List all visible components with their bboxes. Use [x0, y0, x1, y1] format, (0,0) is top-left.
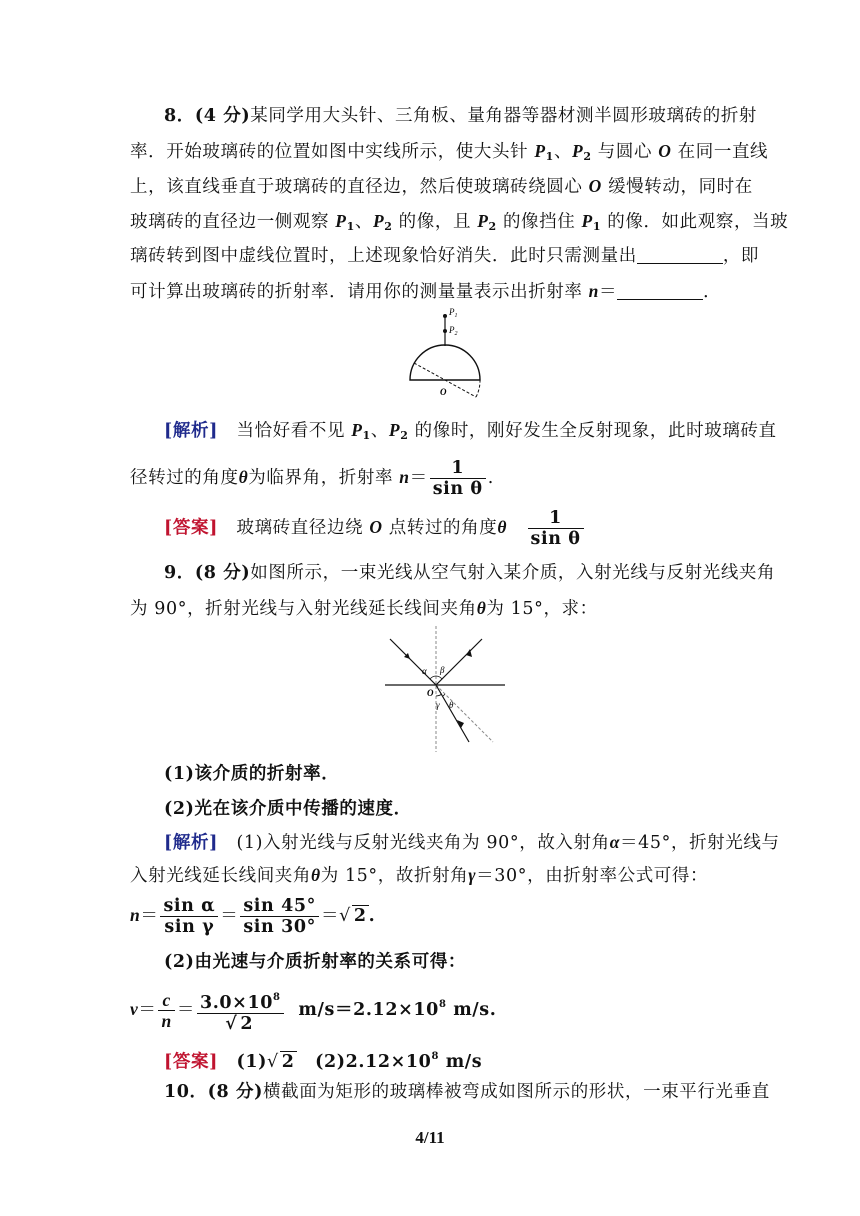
sep: 、	[354, 212, 373, 232]
fraction-sin-alpha-over-sin-gamma: $\frac{\text{sin α}}{\text{sin γ}}$	[160, 896, 218, 937]
analysis-tag: [解析]	[164, 421, 218, 441]
var-v: v	[130, 999, 139, 1019]
var-theta: θ	[476, 598, 487, 618]
fig-label-p2: $P_2$	[449, 325, 458, 337]
var-p2: P	[572, 141, 584, 161]
a8-text-1b: 的像时，刚好发生全反射现象，此时玻璃砖直	[408, 421, 777, 441]
period: .	[487, 468, 494, 488]
q8-text-3b: 缓慢转动，同时在	[601, 177, 753, 197]
q8-text-2a: 率．开始玻璃砖的位置如图中实线所示，使大头针	[130, 142, 535, 162]
var-p1: P	[581, 211, 593, 231]
var-theta: θ	[497, 517, 508, 537]
q8-text-4d: 的像．如此观察，当玻	[601, 212, 789, 232]
q8-text-6b: ＝	[599, 282, 618, 302]
q8-text-2b: 与圆心	[591, 142, 659, 162]
sub: 2	[384, 220, 393, 233]
reflected-ray	[436, 639, 482, 685]
analysis-tag: [解析]	[164, 833, 218, 853]
var-p2: P	[372, 211, 385, 231]
sub: 1	[592, 220, 602, 233]
q8-line-4	[130, 209, 789, 239]
var-o: O	[369, 517, 383, 537]
pin-p1-dot	[443, 314, 447, 318]
a8-line-2	[130, 455, 735, 500]
sub: 2	[583, 150, 592, 163]
q8-number: 8．	[164, 106, 195, 126]
a9-text-p2: (2)由光速与介质折射率的关系可得：	[164, 952, 467, 972]
a9-equation-2	[130, 980, 735, 1035]
theta-arc	[443, 694, 445, 696]
var-p1: P	[351, 420, 363, 440]
semicircle-figure	[400, 304, 500, 404]
q9-text-1: 如图所示，一束光线从空气射入某介质，入射光线与反射光线夹角	[250, 563, 776, 583]
a9-text-1b: ＝45°，折射光线与	[620, 833, 780, 853]
var-theta: θ	[311, 865, 321, 885]
a9-text-1: (1)入射光线与反射光线夹角为 90°，故入射角	[236, 833, 610, 853]
pin-p2-dot	[443, 329, 447, 333]
q9-number: 9．	[164, 563, 195, 583]
fraction-1-over-sin-theta: $\frac{1}{\text{sin θ}}$	[430, 458, 486, 499]
var-p2: P	[477, 211, 489, 231]
var-p2: P	[388, 420, 401, 440]
sub: 1	[362, 429, 371, 442]
q9-line-2	[130, 596, 735, 621]
fig-label-o: O	[427, 688, 434, 698]
sub: 2	[400, 429, 409, 442]
refraction-figure	[385, 624, 505, 754]
semicircle-solid	[410, 345, 480, 380]
a9-answer-line: [答案] (1)√ 2 $(2)2.12\times 10^8$ m/s	[164, 1051, 483, 1072]
q10-score: (8 分)	[207, 1082, 263, 1102]
sep: 、	[370, 421, 389, 441]
answer-blank-1[interactable]	[637, 245, 723, 264]
var-o: O	[588, 176, 602, 196]
alpha-arc	[430, 676, 436, 679]
q9-line-1	[164, 561, 776, 585]
incident-ray	[390, 639, 436, 685]
q8-text-5b: ，即	[722, 246, 760, 266]
a9-text-2b: 为 15°，故折射角	[320, 866, 469, 886]
a9-equation-1: n＝ $\frac{\text{sin α}}{\text{sin γ}}$ ＝ $\frac{\sin 45^\circ}{\sin 30^\circ}$ ＝√ 2 .	[130, 896, 376, 937]
q8-text-6c: ．	[703, 282, 722, 302]
fig-label-theta: θ	[449, 700, 454, 710]
fig-label-gamma: γ	[436, 700, 440, 710]
q9-text-2b: 为 15°，求：	[486, 599, 598, 619]
var-p1: P	[335, 211, 347, 231]
answer-part-1: (1)	[236, 1052, 268, 1072]
a8-ans-b: 点转过的角度	[382, 518, 498, 538]
q8-line-5	[130, 244, 760, 268]
fig-label-p1: $P_1$	[449, 307, 458, 319]
answer-blank-2[interactable]	[617, 281, 703, 300]
fig-label-beta: β	[440, 665, 445, 675]
beta-arc	[436, 676, 442, 679]
q8-text-5a: 璃砖转到图中虚线位置时，上述现象恰好消失．此时只需测量出	[130, 246, 637, 266]
q8-text-4a: 玻璃砖的直径边一侧观察	[130, 212, 336, 232]
var-gamma: γ	[468, 865, 477, 885]
q9-p1-text: (1)该介质的折射率．	[164, 764, 340, 784]
q8-text-1: 某同学用大头针、三角板、量角器等器材测半圆形玻璃砖的折射	[250, 106, 758, 126]
var-n: n	[399, 467, 410, 487]
eq: ＝	[138, 1000, 157, 1020]
a8-text-2b: 为临界角，折射率	[248, 468, 400, 488]
answer-part-2: $(2)2.12\times 10^8$ m/s	[315, 1051, 483, 1072]
fig-label-o: O	[440, 387, 447, 397]
rotated-arc-dashed	[476, 380, 480, 397]
var-n: n	[588, 281, 600, 301]
a9-text-2c: ＝30°，由折射率公式可得：	[476, 866, 709, 886]
period: .	[368, 906, 376, 926]
gamma-arc	[436, 694, 442, 696]
answer-fraction: $\frac{1}{\text{sin θ}}$	[528, 508, 584, 549]
refracted-ray	[436, 685, 469, 742]
eq: ＝	[409, 468, 428, 488]
fig-label-alpha: α	[422, 666, 427, 676]
a8-text-2a: 径转过的角度	[130, 468, 239, 488]
sub: 1	[545, 150, 554, 163]
var-p1: P	[534, 141, 546, 161]
page-number: 4/11	[415, 1128, 445, 1147]
q9-part-1	[164, 762, 769, 786]
q10-number: 10．	[164, 1082, 208, 1102]
a9-line-1	[164, 830, 780, 855]
sqrt-value: 2	[353, 906, 367, 926]
fraction-c-over-n: $\frac{c}{n}$	[158, 990, 174, 1031]
var-alpha: α	[609, 832, 621, 852]
sub: 2	[488, 220, 497, 233]
a8-ans-a: 玻璃砖直径边绕	[236, 518, 370, 538]
var-n: n	[130, 905, 141, 925]
q9-part-2	[164, 797, 769, 821]
a9-line-2	[130, 863, 735, 888]
q9-p2-text: (2)光在该介质中传播的速度．	[164, 799, 412, 819]
a8-answer-line	[164, 505, 769, 550]
var-o: O	[658, 141, 672, 161]
q8-text-4b: 的像，且	[392, 212, 478, 232]
eq: ＝	[320, 906, 340, 926]
fraction-sin45-over-sin30: $\frac{\sin 45^\circ}{\sin 30^\circ}$	[240, 896, 319, 937]
a8-line-1	[164, 418, 777, 448]
q8-text-6a: 可计算出玻璃砖的折射率．请用你的测量量表示出折射率	[130, 282, 589, 302]
q8-line-1	[164, 104, 769, 128]
var-theta: θ	[238, 467, 249, 487]
a8-text-1a: 当恰好看不见	[236, 421, 352, 441]
eq: ＝	[220, 906, 239, 926]
q10-text-1: 横截面为矩形的玻璃棒被弯成如图所示的形状，一束平行光垂直	[263, 1082, 770, 1102]
sqrt-value: 2	[281, 1052, 295, 1072]
a9-line-3	[164, 950, 769, 974]
sub: 1	[346, 220, 355, 233]
q8-line-2	[130, 139, 769, 169]
q8-text-4c: 的像挡住	[496, 212, 582, 232]
q8-line-6	[130, 279, 735, 304]
q10-line-1	[164, 1080, 769, 1104]
q8-text-2c: 在同一直线	[671, 142, 769, 162]
q8-score: (4 分)	[194, 106, 251, 126]
eq: ＝	[176, 1000, 195, 1020]
sep: 、	[553, 142, 573, 162]
answer-tag: [答案]	[164, 1052, 218, 1072]
q9-score: (8 分)	[194, 563, 251, 583]
q8-line-3	[130, 174, 753, 199]
fraction-speed: $\frac{3.0\times 10^8}{√ 2}$	[197, 988, 284, 1034]
speed-result: $m/s=2.12\times 10^8$ m/s.	[291, 999, 497, 1020]
q9-text-2: 为 90°，折射光线与入射光线延长线间夹角	[130, 599, 477, 619]
q8-text-3: 上，该直线垂直于玻璃砖的直径边，然后使玻璃砖绕圆心	[130, 177, 589, 197]
a9-text-2: 入射光线延长线间夹角	[130, 866, 311, 886]
eq: ＝	[140, 906, 159, 926]
answer-tag: [答案]	[164, 518, 218, 538]
